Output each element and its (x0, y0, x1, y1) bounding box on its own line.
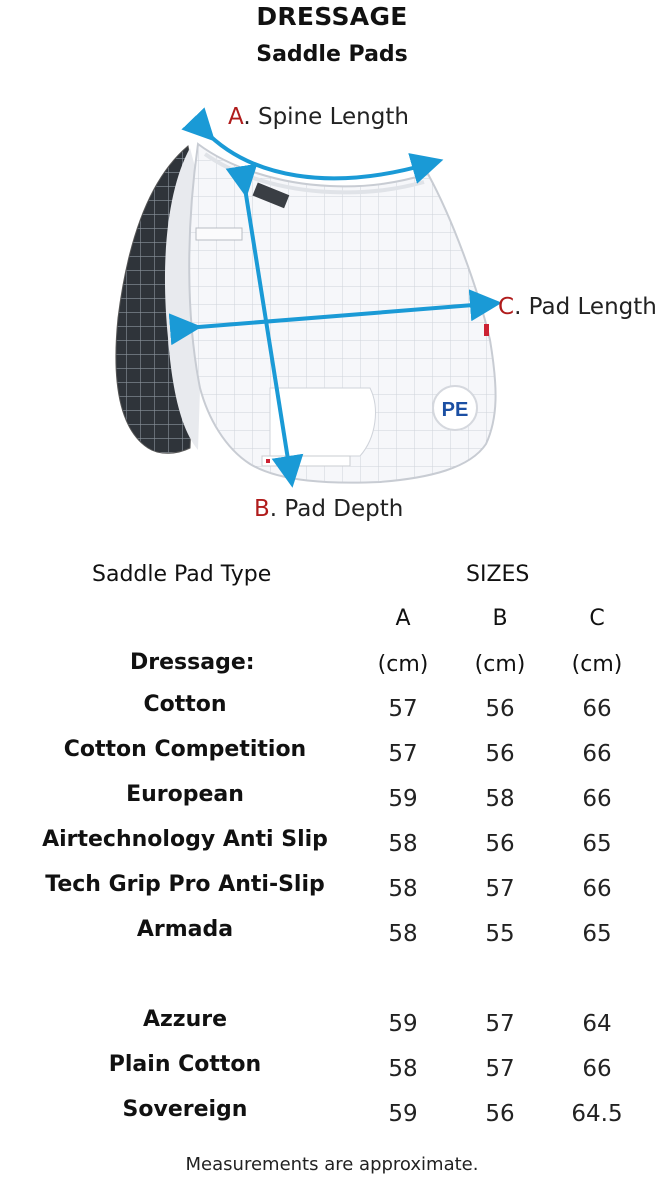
row-name: Azzure (142, 1007, 228, 1032)
label-a-letter: A (228, 104, 244, 130)
row-value-a: 57 (388, 741, 418, 767)
row-value-b: 56 (485, 696, 515, 722)
row-value-a: 59 (388, 1011, 418, 1037)
label-b-letter: B (254, 496, 270, 522)
row-value-a: 59 (388, 1101, 418, 1127)
column-b-unit: (cm) (474, 652, 526, 677)
row-value-a: 58 (388, 876, 418, 902)
label-b-text: . Pad Depth (269, 496, 404, 522)
row-name: European (126, 782, 244, 807)
table-row (0, 1097, 664, 1137)
row-value-b: 57 (485, 876, 515, 902)
table-row (0, 872, 664, 912)
table-row (0, 782, 664, 822)
sizes-header: SIZES (466, 562, 530, 587)
row-value-b: 55 (485, 921, 515, 947)
table-row (0, 737, 664, 777)
label-a-text: . Spine Length (243, 104, 409, 130)
footnote: Measurements are approximate. (185, 1154, 479, 1175)
row-value-b: 56 (485, 1101, 515, 1127)
label-b-pad-depth (254, 496, 403, 522)
row-name: Sovereign (122, 1097, 248, 1122)
type-column-header: Saddle Pad Type (92, 562, 272, 587)
column-c-header: C (589, 606, 605, 631)
table-row (0, 917, 664, 957)
row-value-b: 57 (485, 1011, 515, 1037)
column-a-unit: (cm) (377, 652, 429, 677)
row-value-c: 64 (582, 1011, 612, 1037)
saddle-pad-diagram (0, 88, 664, 540)
column-c-unit: (cm) (571, 652, 623, 677)
label-a-spine-length (228, 104, 409, 130)
row-value-c: 66 (582, 1056, 612, 1082)
row-value-c: 66 (582, 696, 612, 722)
row-value-a: 58 (388, 1056, 418, 1082)
brand-badge-text: PE (441, 399, 469, 421)
page-title: DRESSAGE (256, 2, 408, 31)
table-row (0, 1052, 664, 1092)
row-value-c: 65 (582, 921, 612, 947)
column-a-header: A (395, 606, 411, 631)
row-name: Armada (136, 917, 234, 942)
row-name: Airtechnology Anti Slip (42, 827, 328, 852)
row-value-b: 57 (485, 1056, 515, 1082)
row-name: Plain Cotton (108, 1052, 262, 1077)
row-value-c: 65 (582, 831, 612, 857)
column-b-header: B (492, 606, 508, 631)
table-row (0, 692, 664, 732)
row-value-a: 58 (388, 831, 418, 857)
label-c-text: . Pad Length (514, 294, 657, 320)
label-c-letter: C (498, 294, 515, 320)
section-label-dressage: Dressage: (130, 650, 255, 675)
row-name: Tech Grip Pro Anti-Slip (45, 872, 325, 897)
row-value-a: 59 (388, 786, 418, 812)
row-value-c: 64.5 (571, 1101, 623, 1127)
row-value-b: 58 (485, 786, 515, 812)
row-value-b: 56 (485, 831, 515, 857)
page-subtitle: Saddle Pads (256, 42, 408, 67)
row-value-c: 66 (582, 786, 612, 812)
row-value-a: 57 (388, 696, 418, 722)
row-value-c: 66 (582, 741, 612, 767)
row-name: Cotton (143, 692, 227, 717)
table-row (0, 827, 664, 867)
row-value-a: 58 (388, 921, 418, 947)
row-value-c: 66 (582, 876, 612, 902)
row-value-b: 56 (485, 741, 515, 767)
table-row (0, 1007, 664, 1047)
label-c-pad-length (498, 294, 657, 320)
row-name: Cotton Competition (63, 737, 307, 762)
